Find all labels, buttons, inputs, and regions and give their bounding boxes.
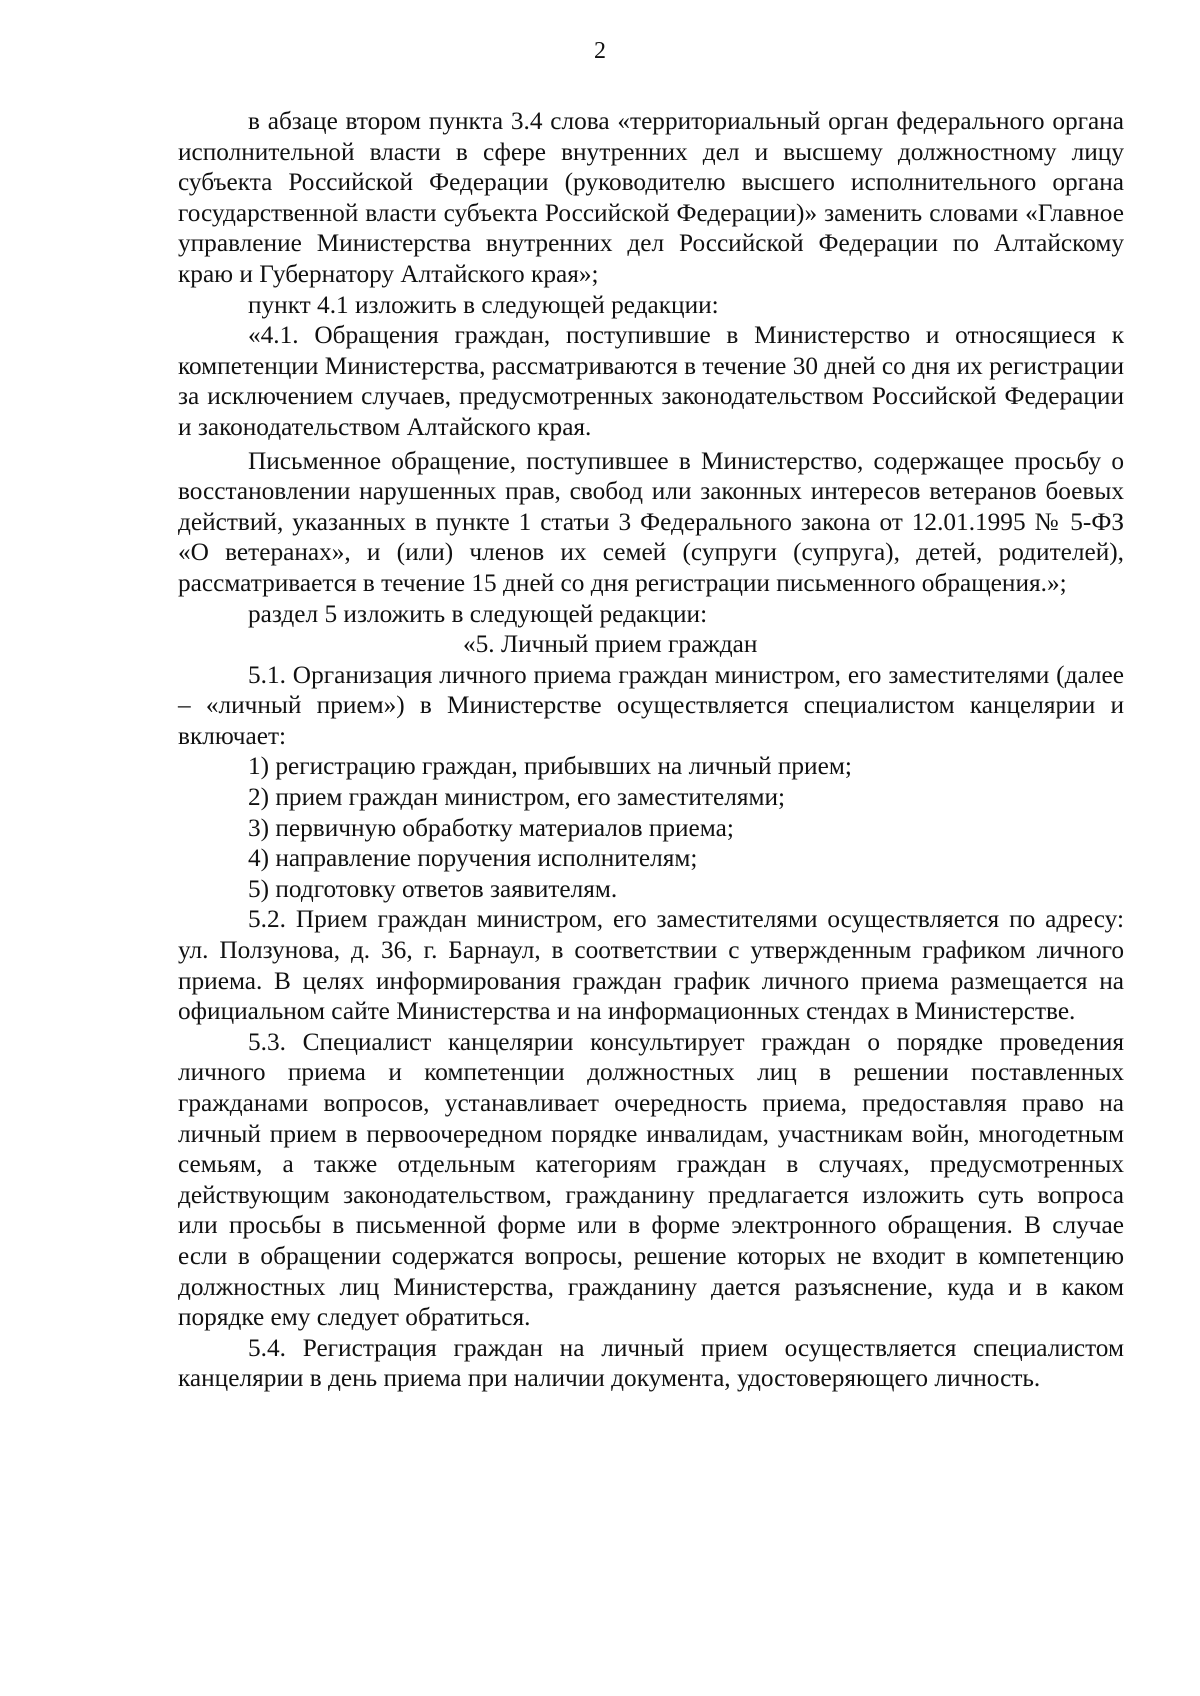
document-body [178, 106, 1124, 1394]
paragraph-5-3: 5.3. Специалист канцелярии консультирует граждан о порядке проведения личного приема и компетенции должностных лиц в решении поставленных гражданами вопросов, устанавливает очередность приема, предоставляя право на личный прием в первоочередном порядке инвалидам, участникам войн, многодетным семьям, а также отдельным категориям граждан в случаях, предусмотренных действующим законодательством, гражданину предлагается изложить суть вопроса или просьбы в письменной форме или в форме электронного обращения. В случае если в обращении содержатся вопросы, решение которых не входит в компетенцию должностных лиц Министерства, гражданину дается разъяснение, куда и в каком порядке ему следует обратиться. [178, 1027, 1124, 1332]
paragraph-5-4: 5.4. Регистрация граждан на личный прием осуществляется специалистом канцелярии в день приема при наличии документа, удостоверяющего личность. [178, 1333, 1124, 1393]
paragraph-5-1: 5.1. Организация личного приема граждан министром, его заместителями (далее – «личный прием») в Министерстве осуществляется специалистом канцелярии и включает: [178, 660, 1124, 750]
list-item-2: 2) прием граждан министром, его заместителями; [248, 783, 786, 812]
paragraph-written-appeal: Письменное обращение, поступившее в Министерство, содержащее просьбу о восстановлении нарушенных прав, свобод или законных интересов ветеранов боевых действий, указанных в пункте 1 статьи 3 Федерального закона от 12.01.1995 № 5-ФЗ «О ветеранах», и (или) членов их семей (супруги (супруга), детей, родителей), рассматривается в течение 15 дней со дня регистрации письменного обращения.»; [178, 446, 1124, 597]
paragraph-section-5-intro: раздел 5 изложить в следующей редакции: [248, 599, 708, 628]
paragraph-5-2: 5.2. Прием граждан министром, его заместителями осуществляется по адресу: ул. Ползунова, д. 36, г. Барнаул, в соответствии с утвержденным графиком личного приема. В целях информирования граждан график личного приема размещается на официальном сайте Министерства и на информационных стендах в Министерстве. [178, 905, 1124, 1026]
list-item-4: 4) направление поручения исполнителям; [248, 844, 698, 873]
page-number: 2 [594, 38, 606, 64]
section-5-heading: «5. Личный прием граждан [463, 630, 758, 659]
paragraph-amendment-3-4: в абзаце втором пункта 3.4 слова «территориальный орган федерального органа исполнительной власти в сфере внутренних дел и высшему должностному лицу субъекта Российской Федерации (руководителю высшего исполнительного органа государственной власти субъекта Российской Федерации)» заменить словами «Главное управление Министерства внутренних дел Российской Федерации по Алтайскому краю и Губернатору Алтайского края»; [178, 107, 1124, 288]
list-item-1: 1) регистрацию граждан, прибывших на личный прием; [248, 752, 852, 781]
list-item-3: 3) первичную обработку материалов приема; [248, 813, 734, 842]
list-item-5: 5) подготовку ответов заявителям. [248, 874, 618, 903]
paragraph-4-1: «4.1. Обращения граждан, поступившие в Министерство и относящиеся к компетенции Министерства, рассматриваются в течение 30 дней со дня их регистрации за исключением случаев, предусмотренных законодательством Российской Федерации и законодательством Алтайского края. [178, 321, 1124, 441]
paragraph-point-4-1-intro: пункт 4.1 изложить в следующей редакции: [248, 290, 719, 319]
